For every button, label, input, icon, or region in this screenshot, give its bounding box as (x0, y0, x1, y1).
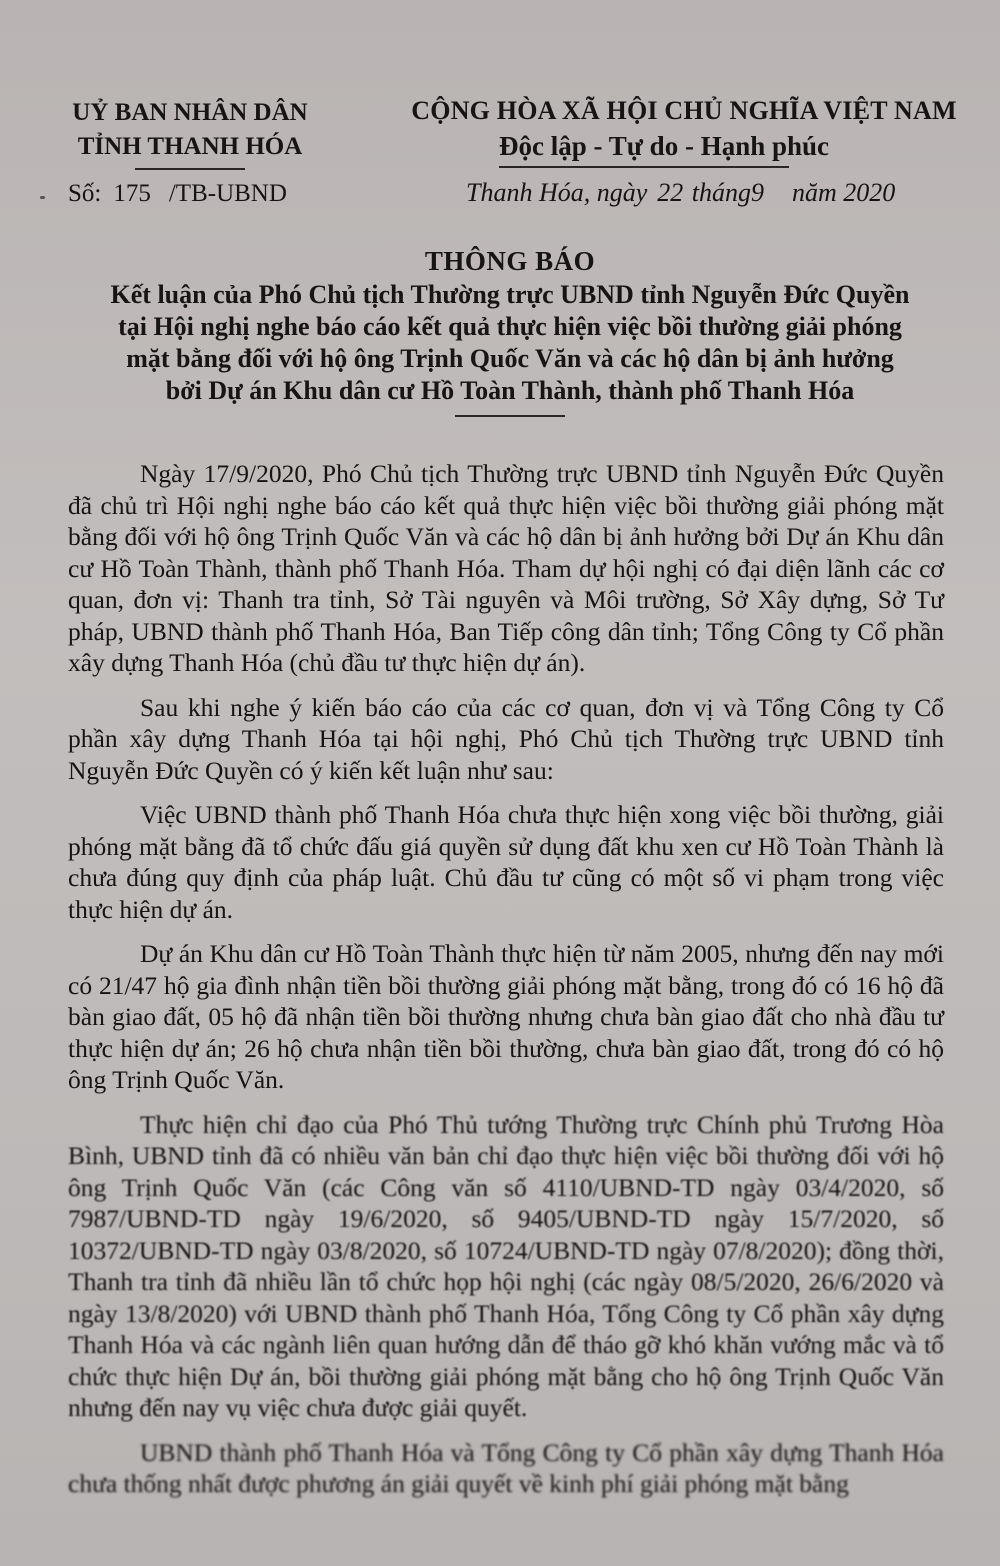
national-header (404, 94, 964, 168)
date-month: 9 (751, 178, 765, 207)
national-motto: Độc lập - Tự do - Hạnh phúc (498, 131, 830, 161)
document-body (68, 458, 944, 1513)
title-underline (455, 415, 565, 417)
paper-mark (40, 196, 45, 199)
subject-line-3: mặt bằng đối với hộ ông Trịnh Quốc Văn và các hộ dân bị ảnh hưởng (126, 344, 894, 373)
paragraph-2: Sau khi nghe ý kiến báo cáo của các cơ quan, đơn vị và Tổng Công ty Cổ phần xây dựng Thanh Hóa tại hội nghị, Phó Chủ tịch Thường trực UBND tỉnh Nguyễn Đức Quyền có ý kiến kết luận như sau: (68, 692, 944, 785)
issuer-underline (135, 168, 245, 170)
issuer-line-2: TỈNH THANH HÓA (77, 133, 303, 160)
paragraph-5: Thực hiện chỉ đạo của Phó Thủ tướng Thường trực Chính phủ Trương Hòa Bình, UBND tỉnh đã có nhiều văn bản chỉ đạo thực hiện việc bồi thường đối với hộ ông Trịnh Quốc Văn (các Công văn số 4110/UBND-TD ngày 03/4/2020, số 7987/UBND-TD ngày 19/6/2020, số 9405/UBND-TD ngày 15/7/2020, số 10372/UBND-TD ngày 03/8/2020, số 10724/UBND-TD ngày 07/8/2020); đồng thời, Thanh tra tỉnh đã nhiều lần tổ chức họp hội nghị (các ngày 08/5/2020, 26/6/2020 và ngày 13/8/2020) với UBND thành phố Thanh Hóa, Tổng Công ty Cổ phần xây dựng Thanh Hóa và các ngành liên quan hướng dẫn để tháo gỡ khó khăn vướng mắc và tổ chức thực hiện Dự án, bồi thường giải phóng mặt bằng cho hộ ông Trịnh Quốc Văn nhưng đến nay vụ việc chưa được giải quyết. (68, 1109, 944, 1422)
issuer-line-1: UỶ BAN NHÂN DÂN (72, 99, 308, 126)
subject-line-1: Kết luận của Phó Chủ tịch Thường trực UBND tỉnh Nguyễn Đức Quyền (110, 280, 910, 309)
paragraph-4: Dự án Khu dân cư Hồ Toàn Thành thực hiện từ năm 2005, nhưng đến nay mới có 21/47 hộ gia đình nhận tiền bồi thường giải phóng mặt bằng, trong đó có 16 hộ đã bàn giao đất, 05 hộ đã nhận tiền bồi thường nhưng chưa bàn giao đất cho nhà đầu tư thực hiện dự án; 26 hộ chưa nhận tiền bồi thường, chưa bàn giao đất, trong đó có hộ ông Trịnh Quốc Văn. (68, 939, 944, 1094)
motto-underline (499, 166, 789, 168)
paragraph-1: Ngày 17/9/2020, Phó Chủ tịch Thường trực UBND tỉnh Nguyễn Đức Quyền đã chủ trì Hội nghị nghe báo cáo kết quả thực hiện việc bồi thường giải phóng mặt bằng đối với hộ ông Trịnh Quốc Văn và các hộ dân bị ảnh hưởng bởi Dự án Khu dân cư Hồ Toàn Thành, thành phố Thanh Hóa. Tham dự hội nghị có đại diện lãnh các cơ quan, đơn vị: Thanh tra tỉnh, Sở Tài nguyên và Môi trường, Sở Xây dựng, Sở Tư pháp, UBND thành phố Thanh Hóa, Ban Tiếp công dân tỉnh; Tổng Công ty Cổ phần xây dựng Thanh Hóa (chủ đầu tư thực hiện dự án). (68, 459, 944, 677)
issuer-block (40, 96, 340, 170)
paragraph-6: UBND thành phố Thanh Hóa và Tổng Công ty Cổ phần xây dựng Thanh Hóa chưa thống nhất được phương án giải quyết về kinh phí giải phóng mặt bằng (68, 1437, 944, 1498)
document-type: THÔNG BÁO (424, 246, 596, 276)
subject-line-4: bởi Dự án Khu dân cư Hồ Toàn Thành, thành phố Thanh Hóa (165, 376, 855, 405)
document-number (68, 180, 287, 208)
paragraph-3: Việc UBND thành phố Thanh Hóa chưa thực hiện xong việc bồi thường, giải phóng mặt bằng đã tổ chức đấu giá quyền sử dụng đất khu xen cư Hồ Toàn Thành là chưa đúng quy định của pháp luật. Chủ đầu tư cũng có một số vi phạm trong việc thực hiện dự án. (68, 800, 944, 924)
date-month-label: tháng (691, 178, 752, 207)
date-day: 22 (657, 178, 684, 207)
number-label: Số: (68, 180, 102, 207)
date-year: năm 2020 (792, 178, 896, 207)
subject-line-2: tại Hội nghị nghe báo cáo kết quả thực hiện việc bồi thường giải phóng (118, 312, 902, 341)
number-suffix: /TB-UBND (168, 180, 287, 207)
title-block (40, 243, 980, 417)
nation-title: CỘNG HÒA XÃ HỘI CHỦ NGHĨA VIỆT NAM (411, 96, 957, 125)
number-value: 175 (113, 180, 151, 207)
date-line (466, 178, 895, 208)
date-place: Thanh Hóa, ngày (466, 178, 648, 207)
